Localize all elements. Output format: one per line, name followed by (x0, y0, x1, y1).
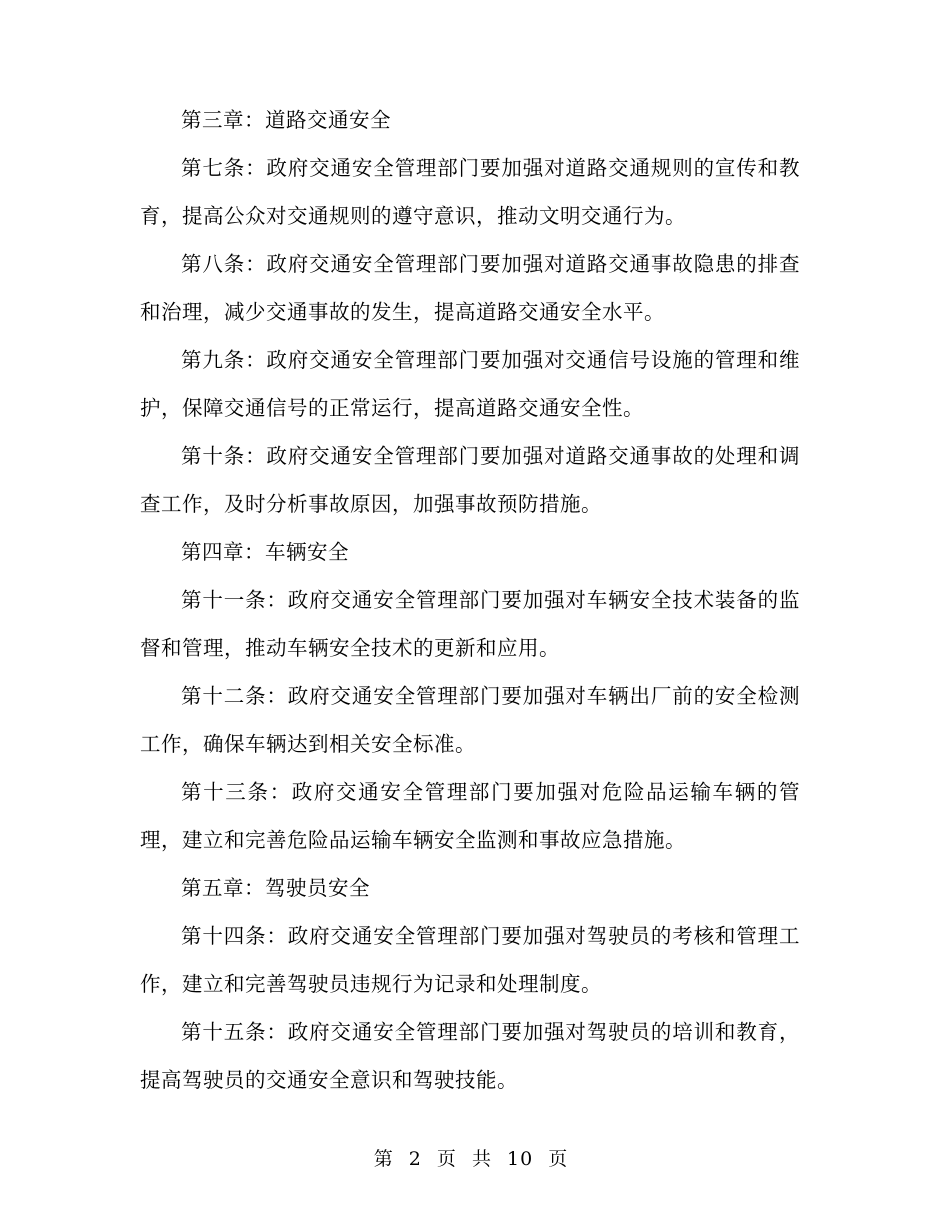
chapter-heading: 第三章：道路交通安全 (181, 108, 391, 132)
chapter-heading: 第五章：驾驶员安全 (181, 876, 370, 900)
article-paragraph: 第十一条：政府交通安全管理部门要加强对车辆安全技术装备的监督和管理，推动车辆安全技术的更新和应用。 (140, 588, 800, 660)
page-footer (0, 1144, 950, 1174)
article-paragraph: 第八条：政府交通安全管理部门要加强对道路交通事故隐患的排查和治理，减少交通事故的发生，提高道路交通安全水平。 (140, 252, 800, 324)
footer-page-word: 页 (436, 1148, 457, 1170)
footer-total-word: 共 (471, 1148, 492, 1170)
article-paragraph: 第十四条：政府交通安全管理部门要加强对驾驶员的考核和管理工作，建立和完善驾驶员违规行为记录和处理制度。 (140, 924, 800, 996)
article-paragraph: 第十三条：政府交通安全管理部门要加强对危险品运输车辆的管理，建立和完善危险品运输车辆安全监测和事故应急措施。 (140, 780, 800, 852)
footer-prefix: 第 (373, 1148, 394, 1170)
article-paragraph: 第十条：政府交通安全管理部门要加强对道路交通事故的处理和调查工作，及时分析事故原因，加强事故预防措施。 (140, 444, 800, 516)
article-paragraph: 第七条：政府交通安全管理部门要加强对道路交通规则的宣传和教育，提高公众对交通规则的遵守意识，推动文明交通行为。 (140, 156, 800, 228)
article-paragraph: 第九条：政府交通安全管理部门要加强对交通信号设施的管理和维护，保障交通信号的正常运行，提高道路交通安全性。 (140, 348, 800, 420)
footer-suffix: 页 (548, 1148, 569, 1170)
current-page-number: 2 (408, 1148, 422, 1170)
article-paragraph: 第十五条：政府交通安全管理部门要加强对驾驶员的培训和教育，提高驾驶员的交通安全意识和驾驶技能。 (140, 1020, 800, 1092)
total-pages-number: 10 (507, 1148, 534, 1170)
chapter-heading: 第四章：车辆安全 (181, 540, 349, 564)
document-body (140, 96, 800, 1104)
article-paragraph: 第十二条：政府交通安全管理部门要加强对车辆出厂前的安全检测工作，确保车辆达到相关安全标准。 (140, 684, 800, 756)
